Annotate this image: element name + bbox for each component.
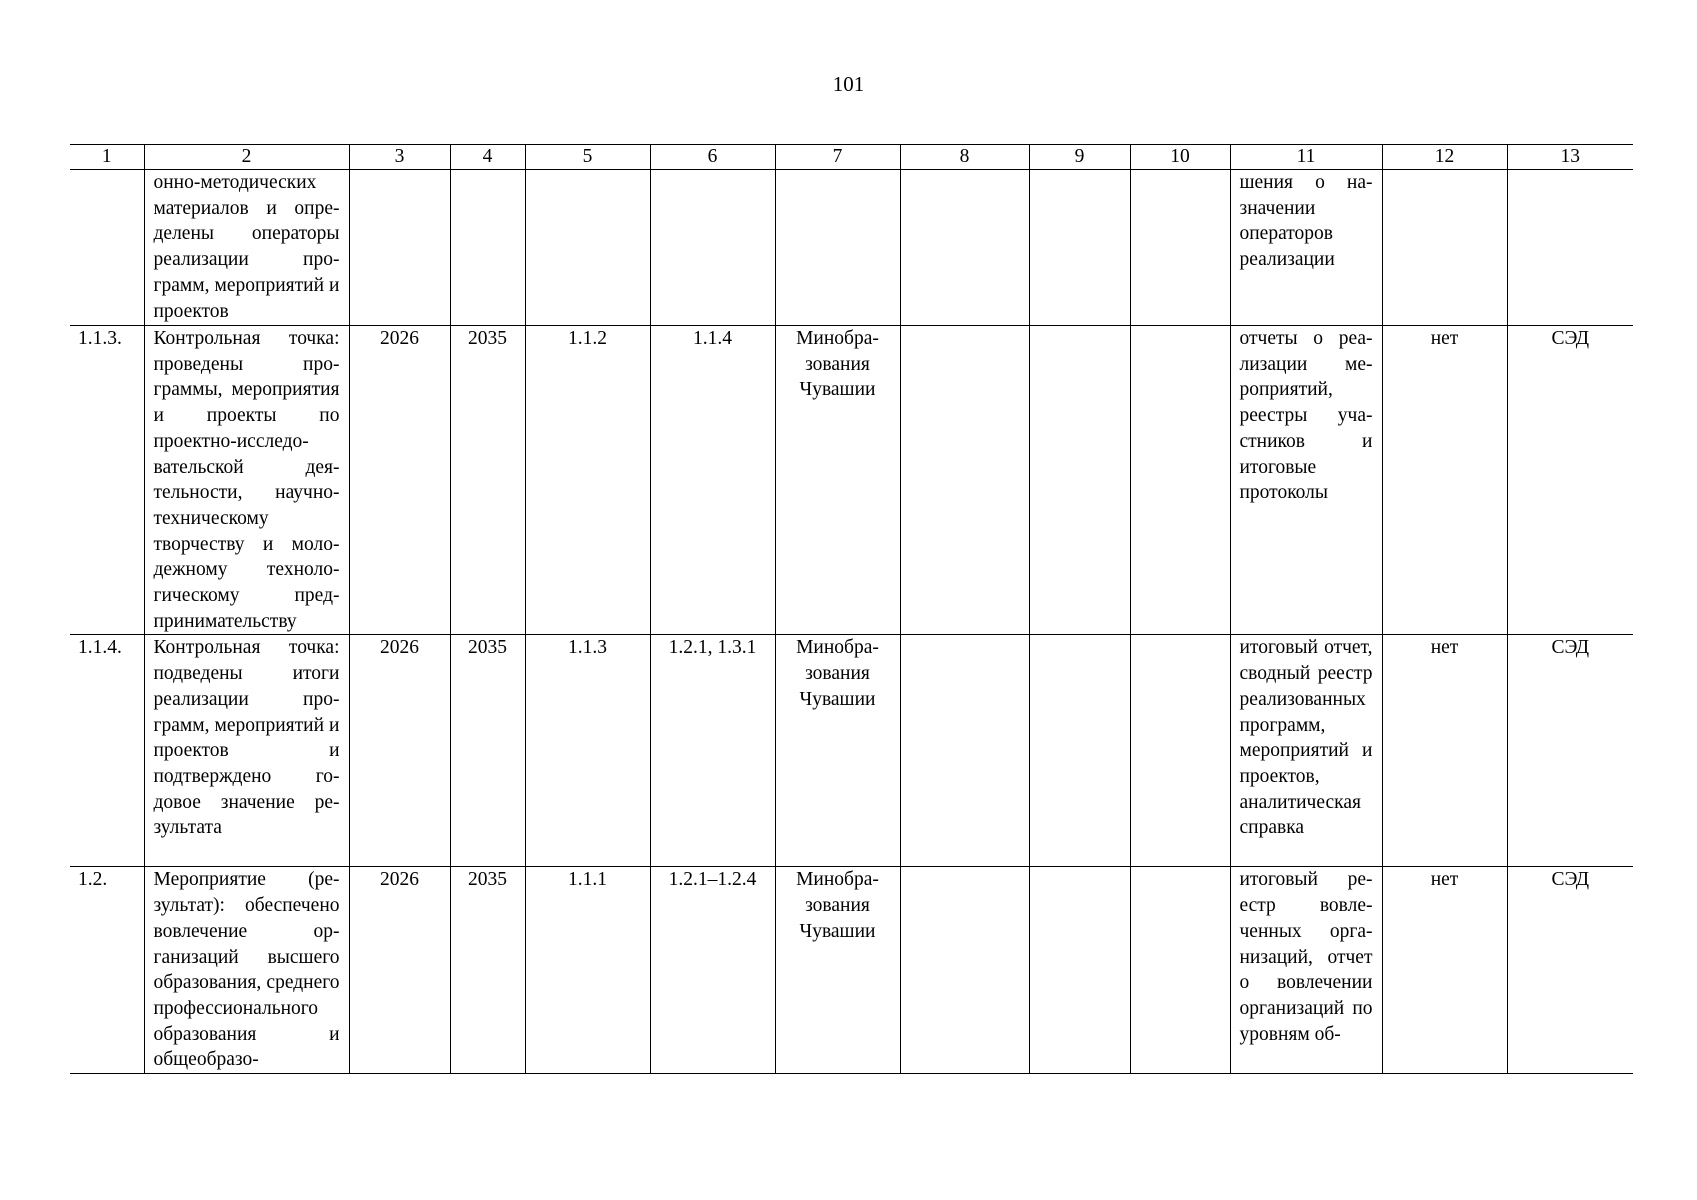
header-cell-11: 11	[1230, 145, 1382, 170]
header-cell-7: 7	[775, 145, 900, 170]
cell-col-13: СЭД	[1507, 867, 1633, 1074]
cell-col-13: СЭД	[1507, 326, 1633, 635]
cell-number: 1.2.	[70, 867, 144, 1074]
header-cell-5: 5	[525, 145, 650, 170]
cell-start-year	[349, 170, 450, 326]
cell-end-year: 2035	[450, 326, 525, 635]
cell-responsible	[775, 170, 900, 326]
header-cell-8: 8	[900, 145, 1029, 170]
cell-document: отчеты о реализации мероприятий, реестры участников и итоговые протоколы	[1230, 326, 1382, 635]
cell-successor	[650, 170, 775, 326]
table-row	[70, 867, 1633, 1074]
table-header	[70, 145, 1633, 170]
cell-predecessor: 1.1.3	[525, 635, 650, 867]
cell-description: Контрольная точка: проведены программы, мероприятия и проекты по проектно-исследовательской деятельности, научно-техническому творчеству и молодежному технологическому предпринимательству	[144, 326, 349, 635]
cell-start-year: 2026	[349, 867, 450, 1074]
cell-col-10	[1130, 635, 1230, 867]
cell-col-9	[1029, 867, 1130, 1074]
table-row	[70, 635, 1633, 867]
cell-col-12	[1382, 170, 1507, 326]
cell-description: онно-методических материалов и определены операторы реализации программ, мероприятий и проектов	[144, 170, 349, 326]
header-cell-1: 1	[70, 145, 144, 170]
header-cell-13: 13	[1507, 145, 1633, 170]
cell-col-8	[900, 867, 1029, 1074]
cell-successor: 1.2.1, 1.3.1	[650, 635, 775, 867]
cell-col-8	[900, 326, 1029, 635]
cell-col-13: СЭД	[1507, 635, 1633, 867]
cell-responsible: Минобразования Чувашии	[775, 326, 900, 635]
table-row	[70, 170, 1633, 326]
header-cell-3: 3	[349, 145, 450, 170]
cell-predecessor: 1.1.2	[525, 326, 650, 635]
cell-document: шения о назначении операторов реализации	[1230, 170, 1382, 326]
page-number: 101	[832, 72, 865, 96]
table-body	[70, 170, 1633, 1074]
cell-number: 1.1.3.	[70, 326, 144, 635]
cell-col-9	[1029, 326, 1130, 635]
cell-col-9	[1029, 170, 1130, 326]
header-row	[70, 145, 1633, 170]
cell-start-year: 2026	[349, 635, 450, 867]
cell-start-year: 2026	[349, 326, 450, 635]
cell-col-13	[1507, 170, 1633, 326]
cell-predecessor: 1.1.1	[525, 867, 650, 1074]
cell-responsible: Минобразования Чувашии	[775, 635, 900, 867]
cell-description: Контрольная точка: подведены итоги реализации программ, мероприятий и проектов и подтверждено годовое значение результата	[144, 635, 349, 867]
header-cell-12: 12	[1382, 145, 1507, 170]
cell-col-10	[1130, 170, 1230, 326]
cell-col-12: нет	[1382, 867, 1507, 1074]
cell-predecessor	[525, 170, 650, 326]
cell-successor: 1.1.4	[650, 326, 775, 635]
header-cell-9: 9	[1029, 145, 1130, 170]
cell-end-year: 2035	[450, 635, 525, 867]
cell-end-year	[450, 170, 525, 326]
cell-number	[70, 170, 144, 326]
cell-col-8	[900, 635, 1029, 867]
cell-responsible: Минобразования Чувашии	[775, 867, 900, 1074]
table-row	[70, 326, 1633, 635]
cell-col-12: нет	[1382, 635, 1507, 867]
document-table	[70, 144, 1633, 1074]
header-cell-6: 6	[650, 145, 775, 170]
cell-end-year: 2035	[450, 867, 525, 1074]
cell-number: 1.1.4.	[70, 635, 144, 867]
cell-col-10	[1130, 326, 1230, 635]
cell-col-9	[1029, 635, 1130, 867]
cell-document: итоговый отчет, сводный реестр реализованных программ, мероприятий и проектов, аналитическая справка	[1230, 635, 1382, 867]
header-cell-2: 2	[144, 145, 349, 170]
header-cell-4: 4	[450, 145, 525, 170]
cell-description: Мероприятие (результат): обеспечено вовлечение организаций высшего образования, среднего профессионального образования и общеобразо-	[144, 867, 349, 1074]
cell-successor: 1.2.1–1.2.4	[650, 867, 775, 1074]
header-cell-10: 10	[1130, 145, 1230, 170]
cell-col-12: нет	[1382, 326, 1507, 635]
cell-col-8	[900, 170, 1029, 326]
cell-col-10	[1130, 867, 1230, 1074]
cell-document: итоговый реестр вовлеченных организаций, отчет о вовлечении организаций по уровням об-	[1230, 867, 1382, 1074]
